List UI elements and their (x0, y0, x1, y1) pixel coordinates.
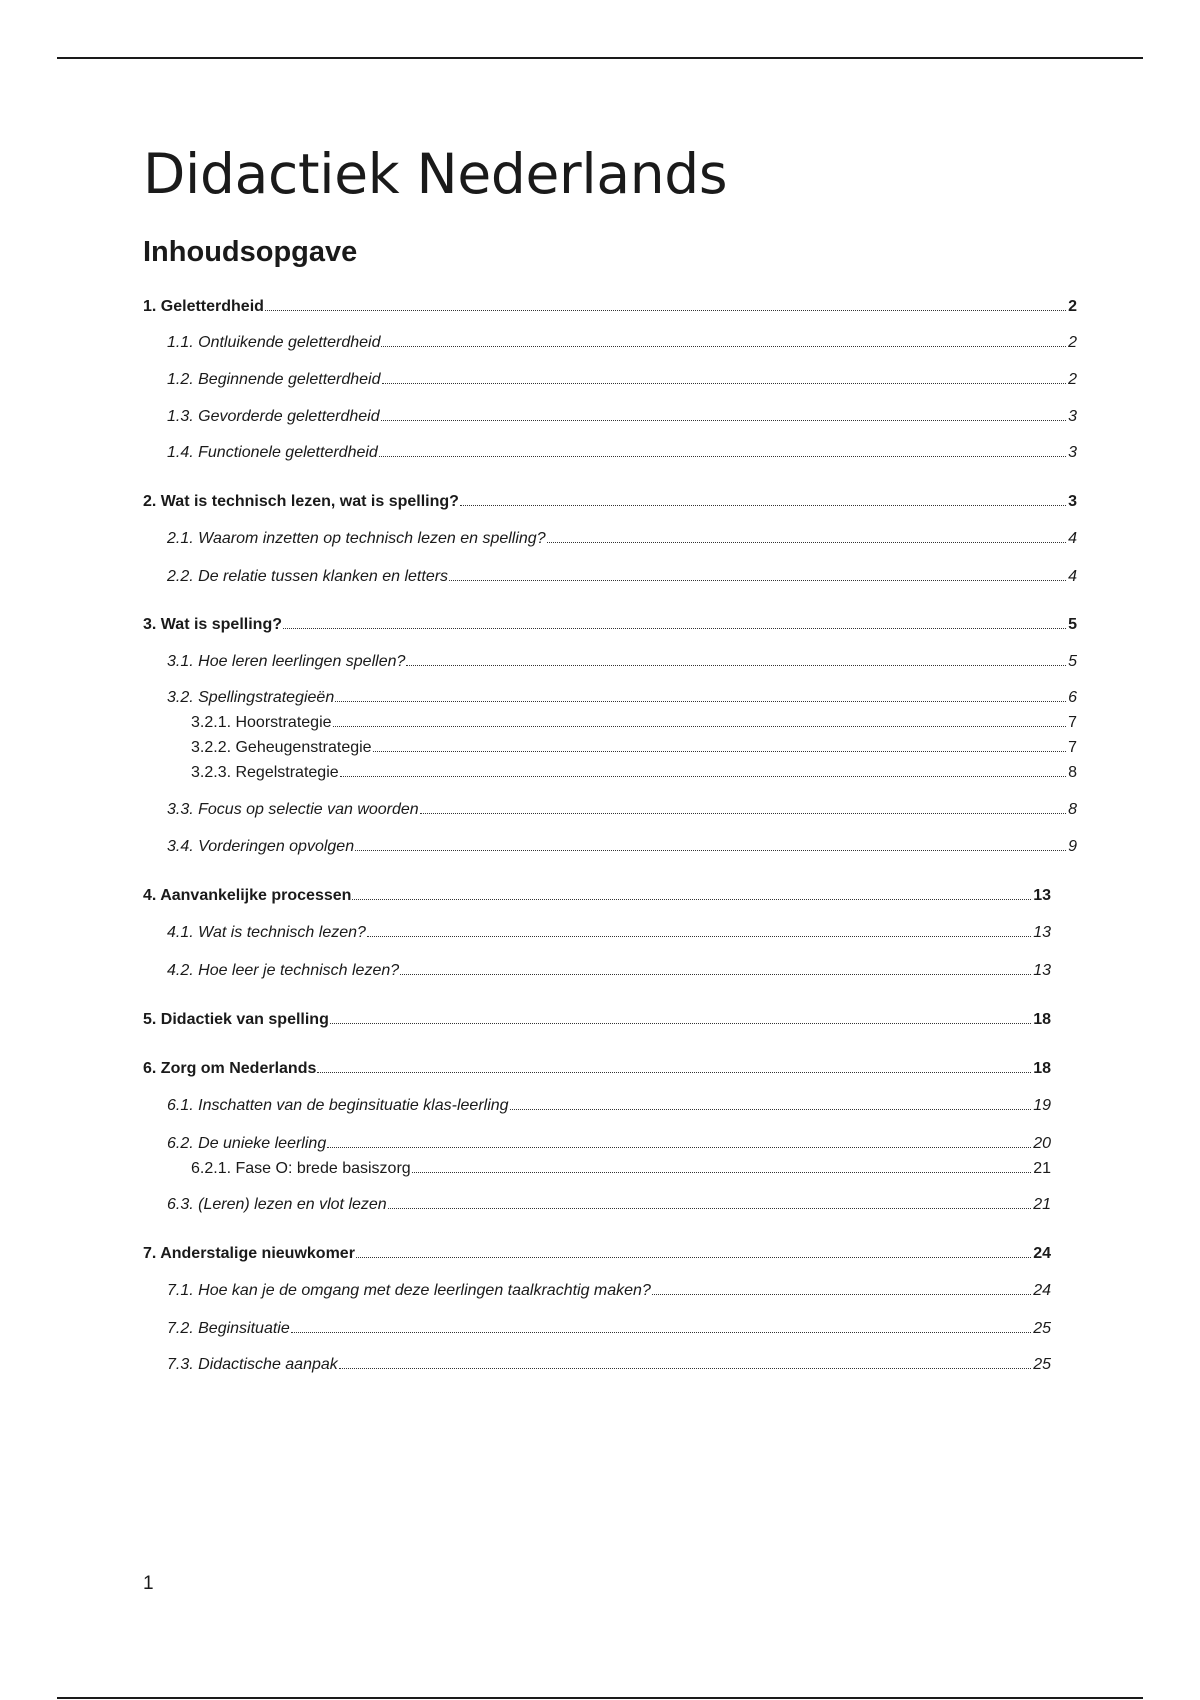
toc-entry-label: 3. Wat is spelling? (143, 616, 282, 633)
toc-entry-label: 3.1. Hoe leren leerlingen spellen? (167, 653, 406, 670)
toc-entry-page: 7 (1068, 739, 1077, 756)
toc-dot-leader (381, 346, 1066, 347)
toc-entry-page: 13 (1033, 887, 1051, 904)
toc-entry-label: 7.2. Beginsituatie (167, 1320, 290, 1337)
toc-entry[interactable] (167, 799, 1077, 821)
toc-entry-page: 2 (1068, 298, 1077, 315)
toc-entry[interactable] (167, 1194, 1051, 1216)
toc-dot-leader (373, 751, 1067, 752)
toc-entry-page: 5 (1068, 616, 1077, 633)
toc-entry-label: 1. Geletterdheid (143, 298, 264, 315)
toc-entry-page: 2 (1068, 334, 1077, 351)
toc-entry-label: 3.3. Focus op selectie van woorden (167, 801, 419, 818)
toc-entry-page: 3 (1068, 493, 1077, 510)
toc-dot-leader (382, 383, 1067, 384)
toc-dot-leader (381, 420, 1067, 421)
toc-entry-page: 20 (1033, 1135, 1051, 1152)
toc-entry-page: 19 (1033, 1097, 1051, 1114)
toc-dot-leader (547, 542, 1066, 543)
toc-entry-page: 21 (1033, 1196, 1051, 1213)
toc-entry-page: 8 (1068, 764, 1077, 781)
toc-entry-page: 13 (1033, 962, 1051, 979)
toc-entry-label: 2.1. Waarom inzetten op technisch lezen en spelling? (167, 530, 546, 547)
toc-entry[interactable] (167, 442, 1077, 464)
toc-dot-leader (355, 850, 1066, 851)
toc-entry-label: 1.4. Functionele geletterdheid (167, 444, 378, 461)
toc-entry-label: 3.2.3. Regelstrategie (191, 764, 339, 781)
toc-dot-leader (460, 505, 1066, 506)
toc-entry[interactable] (167, 1280, 1051, 1302)
toc-entry-label: 7.3. Didactische aanpak (167, 1356, 338, 1373)
toc-entry-page: 4 (1068, 568, 1077, 585)
toc-dot-leader (340, 776, 1066, 777)
toc-entry-label: 6.2. De unieke leerling (167, 1135, 327, 1152)
toc-entry-page: 3 (1068, 444, 1077, 461)
page-number: 1 (143, 1573, 154, 1594)
toc-entry[interactable] (191, 762, 1077, 784)
toc-entry-page: 9 (1068, 838, 1077, 855)
toc-entry[interactable] (167, 332, 1077, 354)
toc-entry-page: 5 (1068, 653, 1077, 670)
toc-dot-leader (652, 1294, 1031, 1295)
toc-entry-label: 3.4. Vorderingen opvolgen (167, 838, 355, 855)
toc-dot-leader (412, 1172, 1032, 1173)
toc-heading: Inhoudsopgave (143, 236, 358, 268)
toc-entry-label: 1.1. Ontluikende geletterdheid (167, 334, 381, 351)
toc-dot-leader (406, 665, 1066, 666)
toc-entry-label: 6.2.1. Fase O: brede basiszorg (191, 1160, 411, 1177)
toc-dot-leader (283, 628, 1066, 629)
toc-dot-leader (379, 456, 1066, 457)
toc-entry-label: 6.3. (Leren) lezen en vlot lezen (167, 1196, 387, 1213)
toc-entry[interactable] (167, 1133, 1051, 1155)
toc-entry[interactable] (167, 651, 1077, 673)
toc-entry-label: 6.1. Inschatten van de beginsituatie klas-leerling (167, 1097, 509, 1114)
toc-dot-leader (339, 1368, 1031, 1369)
toc-entry[interactable] (143, 1243, 1051, 1265)
toc-entry-label: 4.1. Wat is technisch lezen? (167, 924, 366, 941)
toc-entry-page: 2 (1068, 371, 1077, 388)
toc-entry[interactable] (167, 528, 1077, 550)
toc-dot-leader (291, 1332, 1031, 1333)
toc-entry[interactable] (143, 296, 1077, 318)
toc-entry[interactable] (191, 1158, 1051, 1180)
toc-entry[interactable] (167, 406, 1077, 428)
toc-dot-leader (330, 1023, 1031, 1024)
toc-entry-page: 24 (1033, 1282, 1051, 1299)
toc-dot-leader (265, 310, 1066, 311)
document-title: Didactiek Nederlands (143, 142, 728, 206)
toc-dot-leader (356, 1257, 1031, 1258)
toc-dot-leader (317, 1072, 1031, 1073)
toc-entry-label: 2. Wat is technisch lezen, wat is spelling? (143, 493, 459, 510)
toc-entry-label: 2.2. De relatie tussen klanken en letters (167, 568, 449, 585)
toc-entry-page: 4 (1068, 530, 1077, 547)
toc-dot-leader (420, 813, 1066, 814)
toc-entry-label: 3.2.1. Hoorstrategie (191, 714, 332, 731)
toc-dot-leader (335, 701, 1066, 702)
toc-dot-leader (327, 1147, 1031, 1148)
toc-entry-label: 7. Anderstalige nieuwkomer (143, 1245, 355, 1262)
toc-entry-label: 1.3. Gevorderde geletterdheid (167, 408, 380, 425)
toc-entry[interactable] (191, 712, 1077, 734)
toc-dot-leader (333, 726, 1067, 727)
toc-entry-label: 4. Aanvankelijke processen (143, 887, 352, 904)
toc-entry-page: 3 (1068, 408, 1077, 425)
toc-entry-page: 21 (1033, 1160, 1051, 1177)
toc-entry[interactable] (167, 369, 1077, 391)
toc-entry[interactable] (191, 737, 1077, 759)
toc-entry-page: 24 (1033, 1245, 1051, 1262)
footer-rule (57, 1697, 1143, 1699)
toc-entry-page: 18 (1033, 1060, 1051, 1077)
toc-entry-label: 7.1. Hoe kan je de omgang met deze leerlingen taalkrachtig maken? (167, 1282, 651, 1299)
toc-dot-leader (388, 1208, 1032, 1209)
toc-entry-page: 6 (1068, 689, 1077, 706)
toc-dot-leader (400, 974, 1031, 975)
toc-entry-page: 25 (1033, 1356, 1051, 1373)
toc-entry[interactable] (167, 922, 1051, 944)
toc-entry[interactable] (167, 1354, 1051, 1376)
toc-entry[interactable] (143, 1058, 1051, 1080)
toc-entry[interactable] (167, 1318, 1051, 1340)
toc-dot-leader (352, 899, 1031, 900)
toc-dot-leader (510, 1109, 1032, 1110)
toc-entry-label: 4.2. Hoe leer je technisch lezen? (167, 962, 400, 979)
toc-entry-page: 25 (1033, 1320, 1051, 1337)
toc-entry[interactable] (143, 491, 1077, 513)
toc-entry-page: 7 (1068, 714, 1077, 731)
toc-entry[interactable] (167, 960, 1051, 982)
toc-entry-label: 5. Didactiek van spelling (143, 1011, 329, 1028)
toc-entry-label: 6. Zorg om Nederlands (143, 1060, 317, 1077)
toc-dot-leader (367, 936, 1031, 937)
toc-dot-leader (449, 580, 1066, 581)
toc-entry-page: 18 (1033, 1011, 1051, 1028)
toc-entry-label: 3.2. Spellingstrategieën (167, 689, 335, 706)
toc-entry[interactable] (143, 1009, 1051, 1031)
toc-entry[interactable] (167, 836, 1077, 858)
toc-entry[interactable] (167, 1095, 1051, 1117)
toc-entry-page: 8 (1068, 801, 1077, 818)
toc-entry-label: 1.2. Beginnende geletterdheid (167, 371, 381, 388)
toc-entry-page: 13 (1033, 924, 1051, 941)
toc-entry[interactable] (167, 687, 1077, 709)
toc-entry[interactable] (143, 885, 1051, 907)
toc-entry-label: 3.2.2. Geheugenstrategie (191, 739, 372, 756)
toc-entry[interactable] (167, 566, 1077, 588)
toc-entry[interactable] (143, 614, 1077, 636)
